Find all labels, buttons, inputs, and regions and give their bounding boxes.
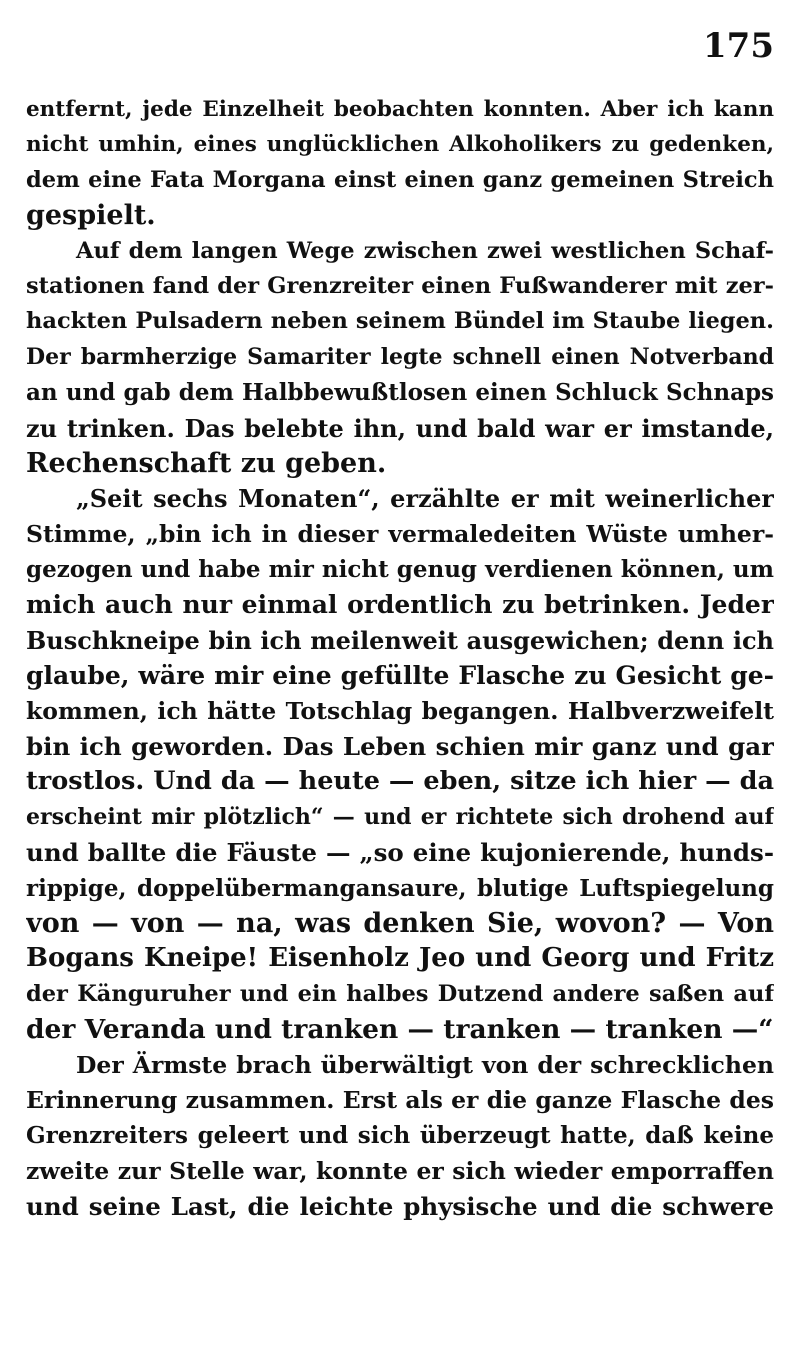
text-line: dem eine Fata Morgana einst einen ganz gemeinen Streich (26, 166, 774, 193)
text-line: gezogen und habe mir nicht genug verdienen können, um (26, 556, 774, 584)
text-line: Der Ärmste brach überwältigt von der schrecklichen (76, 1050, 774, 1079)
text-line: rippige, doppelübermangansaure, blutige Luftspiegelung (26, 874, 774, 902)
text-line: Buschkneipe bin ich meilenweit ausgewichen; denn ich (26, 625, 774, 655)
text-line: nicht umhin, eines unglücklichen Alkoholikers zu gedenken, (26, 132, 774, 158)
text-line: und seine Last, die leichte physische und die schwere (26, 1192, 774, 1222)
text-line: an und gab dem Halbbewußtlosen einen Schluck Schnaps (26, 379, 774, 407)
text-line: Stimme, „bin ich in dieser vermaledeiten Wüste umher- (26, 519, 774, 548)
text-line: stationen fand der Grenzreiter einen Fußwanderer mit zer- (26, 272, 774, 299)
text-line: gespielt. (26, 200, 156, 232)
text-line: trostlos. Und da — heute — eben, sitze ich hier — da (26, 766, 774, 797)
text-line: Grenzreiters geleert und sich überzeugt hatte, daß keine (26, 1122, 774, 1150)
text-line: mich auch nur einmal ordentlich zu betrinken. Jeder (26, 590, 774, 620)
text-line: Bogans Kneipe! Eisenholz Jeo und Georg und Fritz (26, 943, 774, 974)
text-line: erscheint mir plötzlich“ — und er richtete sich drohend auf (26, 803, 774, 830)
text-line: entfernt, jede Einzelheit beobachten konnten. Aber ich kann (26, 97, 774, 122)
text-line: Der barmherzige Samariter legte schnell einen Notverband (26, 343, 774, 370)
text-line: zweite zur Stelle war, konnte er sich wieder emporraffen (26, 1156, 774, 1185)
text-line: Erinnerung zusammen. Erst als er die ganze Flasche des (26, 1085, 774, 1114)
text-line: und ballte die Fäuste — „so eine kujonierende, hunds- (26, 838, 774, 868)
text-line: der Känguruher und ein halbes Dutzend andere saßen auf (26, 980, 774, 1007)
page-number: 175 (703, 26, 774, 66)
text-line: glaube, wäre mir eine gefüllte Flasche zu Gesicht ge- (26, 661, 774, 691)
text-line: Auf dem langen Wege zwischen zwei westlichen Schaf- (76, 237, 774, 264)
text-line: bin ich geworden. Das Leben schien mir ganz und gar (26, 732, 774, 762)
text-line: „Seit sechs Monaten“, erzählte er mit weinerlicher (76, 484, 774, 514)
page-text (26, 92, 774, 1225)
text-line: hackten Pulsadern neben seinem Bündel im Staube liegen. (26, 308, 774, 335)
text-line: kommen, ich hätte Totschlag begangen. Halbverzweifelt (26, 696, 774, 725)
text-line: der Veranda und tranken — tranken — tranken —“ (26, 1014, 774, 1046)
text-line: zu trinken. Das belebte ihn, und bald war er imstande, (26, 413, 774, 443)
text-line: von — von — na, was denken Sie, wovon? — Von (26, 907, 774, 939)
text-line: Rechenschaft zu geben. (26, 447, 387, 479)
